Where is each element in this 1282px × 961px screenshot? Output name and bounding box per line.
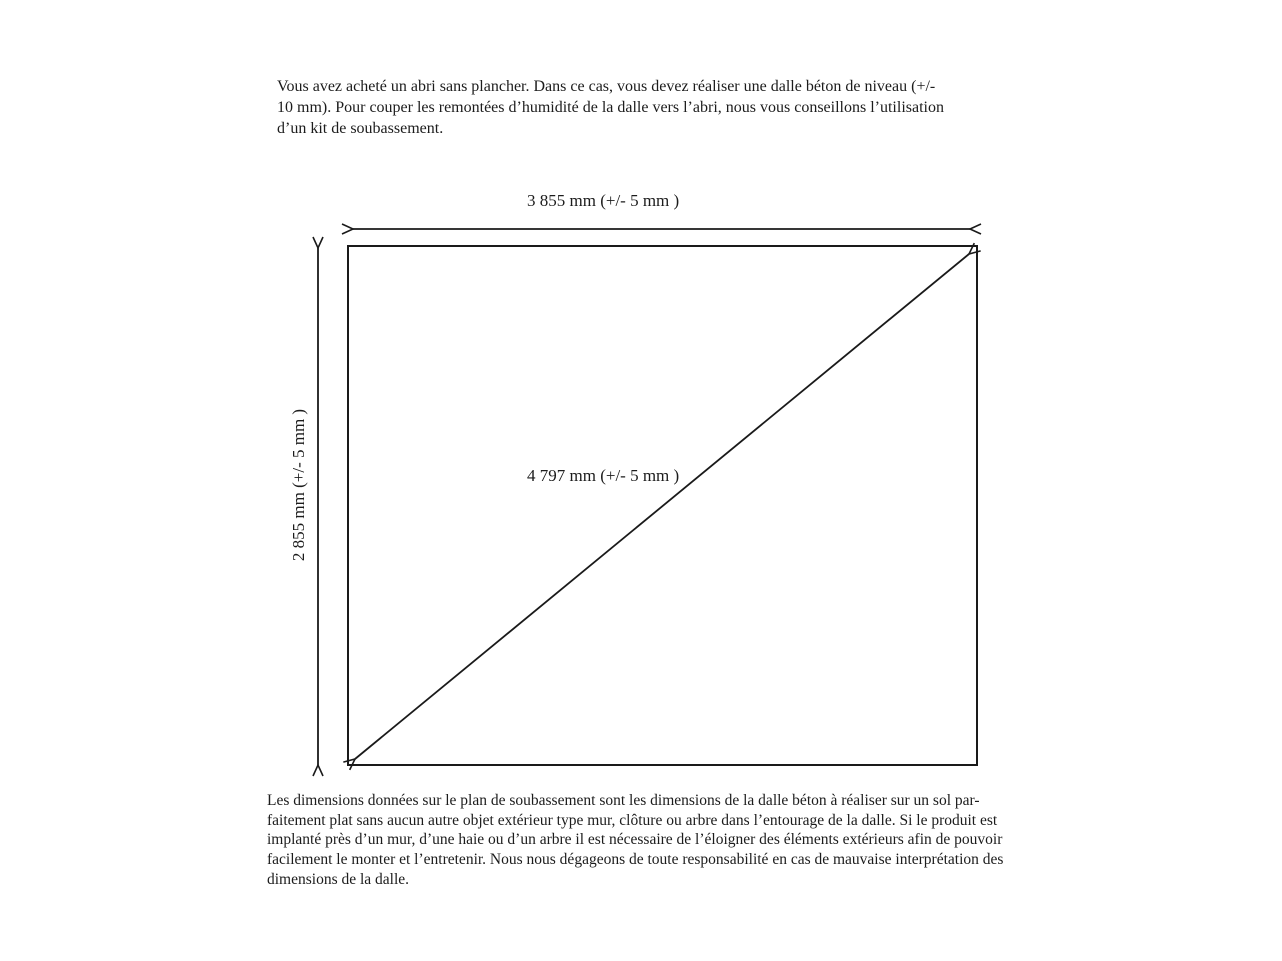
intro-line-3: d’un kit de soubassement. bbox=[277, 120, 444, 137]
footer-line-3: implanté près d’un mur, d’une haie ou d’un arbre il est nécessaire de l’éloigner des éléments extérieurs afin de pouvoir bbox=[267, 831, 1003, 849]
width-dimension-label: 3 855 mm (+/- 5 mm ) bbox=[527, 191, 680, 210]
footer-paragraph bbox=[267, 791, 1003, 890]
footer-line-4: facilement le monter et l’entretenir. Nous nous dégageons de toute responsabilité en cas de mauvaise interprétation des bbox=[267, 851, 1004, 869]
diagonal-dimension-label: 4 797 mm (+/- 5 mm ) bbox=[527, 466, 680, 485]
footer-line-5: dimensions de la dalle. bbox=[267, 870, 410, 888]
intro-line-1: Vous avez acheté un abri sans plancher. Dans ce cas, vous devez réaliser une dalle béton de niveau (+/- bbox=[277, 78, 936, 95]
intro-line-2: 10 mm). Pour couper les remontées d’humidité de la dalle vers l’abri, nous vous conseillons l’utilisation bbox=[277, 99, 944, 116]
footer-line-2: faitement plat sans aucun autre objet extérieur type mur, clôture ou arbre dans l’entourage de la dalle. Si le produit est bbox=[267, 811, 998, 829]
diagonal-dimension-arrow bbox=[355, 254, 969, 759]
height-dimension-label: 2 855 mm (+/- 5 mm ) bbox=[289, 408, 308, 562]
footer-line-1: Les dimensions données sur le plan de soubassement sont les dimensions de la dalle béton à réaliser sur un sol par- bbox=[267, 792, 980, 809]
